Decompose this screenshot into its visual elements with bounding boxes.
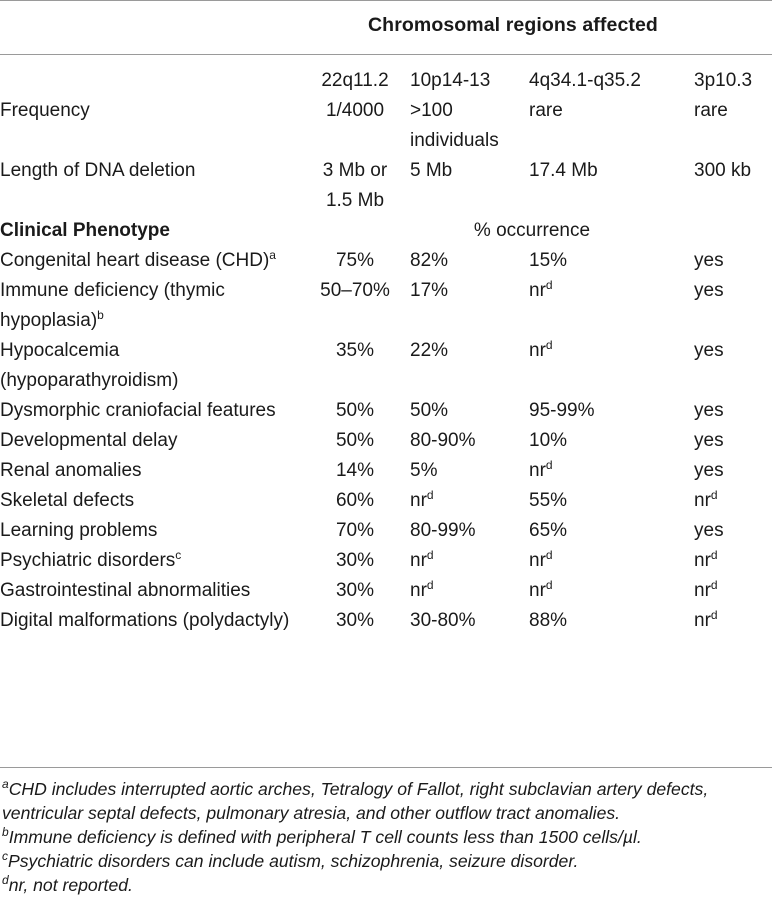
cell-value: yes [694,280,724,301]
cell-value: 95-99% [529,400,595,421]
row-label [0,396,300,426]
cell [694,276,772,336]
cell-value: nr [694,490,711,511]
footnote-marker: d [426,548,434,562]
cell-value: 75% [335,250,375,271]
row-label-text: Digital malformations (polydactyly) [0,610,290,631]
data-table [0,66,772,636]
row-label [0,336,300,396]
table-row [0,576,772,606]
footnote-text: Psychiatric disorders can include autism, schizophrenia, seizure disorder. [8,851,579,871]
cell-value: nr [410,490,427,511]
footnote-marker: d [545,458,553,472]
row-label-text: Dysmorphic craniofacial features [0,400,276,421]
footnote-mark: b [2,825,9,839]
table-row-deletion-length [0,156,772,216]
cell-value: nr [529,340,546,361]
footnote-marker: b [97,308,104,322]
footnote-text: CHD includes interrupted aortic arches, Tetralogy of Fallot, right subclavian artery defects, ventricular septal defects, pulmonary atresia, and other outflow tract anomalies. [2,779,709,823]
cell [694,576,772,606]
cell-value: 14% [335,460,375,481]
column-header-row [0,66,772,96]
cell-value: nr [410,550,427,571]
table-row [0,246,772,276]
cell-value: 88% [529,610,568,631]
cell [694,426,772,456]
row-label [0,456,300,486]
cell [300,276,410,336]
footnote [2,777,768,825]
cell [300,576,410,606]
cell [300,396,410,426]
header-rule [0,54,772,55]
row-label-text: Developmental delay [0,430,178,451]
row-label-text: Renal anomalies [0,460,142,481]
row-label-text: Immune deficiency (thymic hypoplasia) [0,280,225,331]
row-label: Length of DNA deletion [0,160,196,181]
row-label-text: Gastrointestinal abnormalities [0,580,251,601]
row-label [0,276,300,336]
cell-value: 10% [529,430,568,451]
row-label [0,246,300,276]
cell-value: nr [694,550,711,571]
footnote [2,873,768,897]
footnote-marker: d [426,578,434,592]
cell [529,546,694,576]
footnote [2,849,768,873]
footnote-mark: a [2,777,9,791]
cell-value: nr [529,550,546,571]
cell [300,546,410,576]
cell-value: 70% [335,520,375,541]
occurrence-header: % occurrence [473,220,591,241]
cell-value: nr [529,460,546,481]
column-header [0,66,300,96]
cell [300,426,410,456]
cell [694,546,772,576]
cell [529,456,694,486]
row-label: Frequency [0,100,90,121]
cell: 3 Mb or 1.5 Mb [322,160,388,211]
cell [300,606,410,636]
table-row [0,396,772,426]
cell [410,546,529,576]
cell [529,576,694,606]
table-row [0,336,772,396]
cell: rare [529,100,563,121]
cell [529,246,694,276]
cell-value: 30% [335,610,375,631]
cell-value: yes [694,520,724,541]
cell [694,486,772,516]
cell-value: 50–70% [320,280,390,301]
footnote-marker: d [545,548,553,562]
footnote-marker: d [710,578,718,592]
top-rule [0,0,772,1]
footnote-mark: c [2,849,8,863]
row-label-text: Psychiatric disorders [0,550,176,571]
footnote-marker: d [545,278,553,292]
cell-value: nr [529,580,546,601]
cell [410,276,529,336]
cell [410,396,529,426]
footnote-marker: d [710,608,718,622]
cell: 5 Mb [410,160,453,181]
cell-value: 35% [335,340,375,361]
table-row [0,516,772,546]
cell [529,486,694,516]
column-header-22q11: 22q11.2 [321,70,389,91]
row-label [0,516,300,546]
cell-value: 50% [335,430,375,451]
footnote-marker: d [710,488,718,502]
column-header-4q34: 4q34.1-q35.2 [529,70,641,91]
footer-rule [0,767,772,768]
table-row [0,546,772,576]
footnote-marker: d [710,548,718,562]
cell [694,396,772,426]
cell [529,276,694,336]
cell [410,456,529,486]
footnote-marker: d [426,488,434,502]
phenotype-header-label: Clinical Phenotype [0,220,170,241]
cell [300,486,410,516]
cell [694,606,772,636]
column-header-3p10: 3p10.3 [694,70,753,91]
footnote [2,825,768,849]
table-row [0,456,772,486]
table-row [0,276,772,336]
cell-value: 82% [410,250,449,271]
cell: 300 kb [694,160,752,181]
row-label [0,576,300,606]
cell [410,606,529,636]
footnote-text: nr, not reported. [8,875,133,895]
cell [300,456,410,486]
footnote-marker: a [269,248,276,262]
cell [300,516,410,546]
cell [529,516,694,546]
row-label-text: Congenital heart disease (CHD) [0,250,270,271]
cell [410,336,529,396]
cell-value: 60% [335,490,375,511]
cell-value: 50% [335,400,375,421]
cell-value: yes [694,460,724,481]
row-label [0,426,300,456]
cell-value: 5% [410,460,438,481]
cell [410,246,529,276]
footnote-marker: d [545,578,553,592]
cell-value: 30% [335,550,375,571]
cell [529,336,694,396]
cell-value: 55% [529,490,568,511]
cell: 1/4000 [325,100,385,121]
cell-value: 50% [410,400,449,421]
cell-value: 65% [529,520,568,541]
cell: rare [694,100,728,121]
cell [300,336,410,396]
phenotype-header-row [0,216,772,246]
cell-value: yes [694,250,724,271]
cell [694,246,772,276]
row-label-text: Learning problems [0,520,158,541]
cell-value: nr [694,610,711,631]
cell-value: 15% [529,250,568,271]
cell: >100 individuals [410,100,499,151]
row-label-text: Skeletal defects [0,490,135,511]
row-label [0,546,300,576]
footnote-text: Immune deficiency is defined with peripheral T cell counts less than 1500 cells/µl. [8,827,642,847]
cell-value: nr [529,280,546,301]
cell [529,396,694,426]
cell [694,516,772,546]
cell [410,516,529,546]
row-label-text: Hypocalcemia (hypoparathyroidism) [0,340,179,391]
column-header-10p14: 10p14-13 [410,70,491,91]
footnotes [2,777,768,897]
cell-value: yes [694,400,724,421]
cell-value: 17% [410,280,449,301]
footnote-mark: d [2,873,9,887]
cell [694,456,772,486]
cell [529,606,694,636]
cell-value: 22% [410,340,449,361]
table-row-frequency [0,96,772,156]
table-row [0,606,772,636]
footnote-marker: d [545,338,553,352]
group-header: Chromosomal regions affected [368,14,658,36]
table-row [0,426,772,456]
cell-value: 80-99% [410,520,476,541]
cell [529,426,694,456]
row-label [0,606,300,636]
cell-value: yes [694,430,724,451]
empty-cell [694,216,772,246]
cell-value: 30% [335,580,375,601]
cell: 17.4 Mb [529,160,598,181]
cell-value: nr [694,580,711,601]
cell-value: yes [694,340,724,361]
cell-value: nr [410,580,427,601]
cell-value: 30-80% [410,610,476,631]
footnote-marker: c [175,548,182,562]
cell [410,486,529,516]
cell [300,246,410,276]
cell [694,336,772,396]
cell [410,576,529,606]
row-label [0,486,300,516]
cell-value: 80-90% [410,430,476,451]
table-row [0,486,772,516]
cell [410,426,529,456]
